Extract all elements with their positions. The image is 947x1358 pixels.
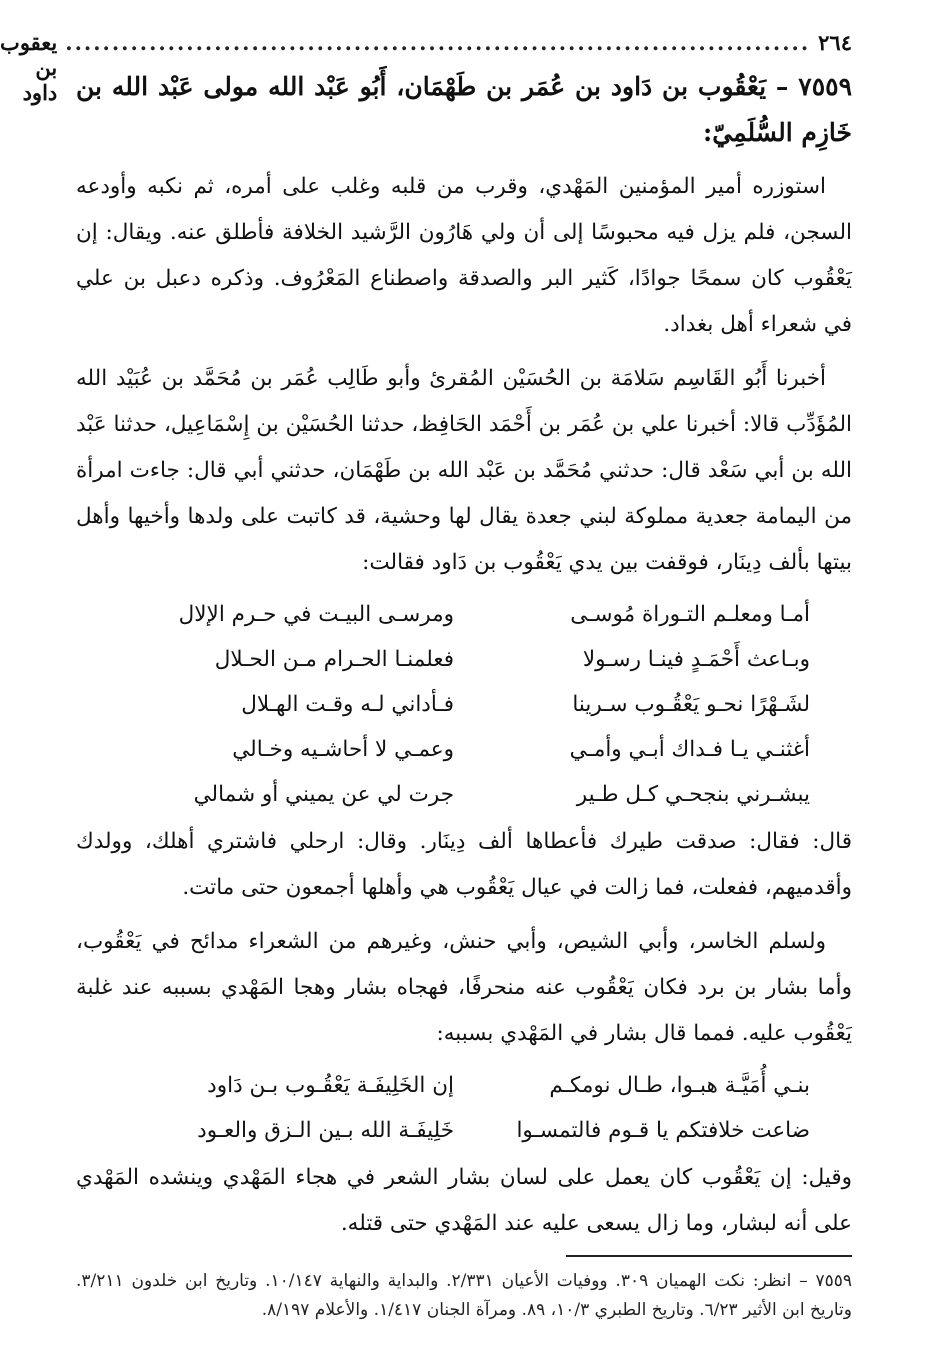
- poem-line: [76, 1108, 852, 1153]
- poem-second-hemistich: ومرسـى البيـت في حـرم الإلال: [178, 602, 454, 627]
- poem-second-hemistich: فـأداني لـه وقـت الهـلال: [241, 692, 454, 717]
- closing-paragraph: وقيل: إن يَعْقُوب كان يعمل على لسان بشار الشعر في هجاء المَهْدي وينشده المَهْدي على أنه لبشار، وما زال يسعى عليه عند المَهْدي حتى قتله.: [76, 1165, 852, 1236]
- running-title: يعقوب بن داود: [0, 30, 58, 105]
- poem-first-hemistich: يبشـرني بنجحـي كـل طـير: [576, 782, 810, 807]
- poem-first-hemistich: لشَـهْرًا نحـو يَعْقُـوب سـرينا: [572, 692, 810, 717]
- page-number: ٢٦٤: [818, 30, 852, 55]
- poem-first-hemistich: أغثنـي يـا فـداك أبـي وأمـي: [569, 737, 810, 762]
- narration-paragraph: أخبرنا أَبُو القَاسِم سَلامَة بن الحُسَيْن المُقرئ وأبو طَالِب عُمَر بن مُحَمَّد بن عُبَيْد الله المُؤَدِّب قالا: أخبرنا علي بن عُمَر بن أَحْمَد الحَافِظ، حدثنا الحُسَيْن بن إِسْمَاعِيل، حدثنا عَبْد الله بن أبي سَعْد قال: حدثني مُحَمَّد بن عَبْد الله بن طَهْمَان، حدثني أبي قال: جاءت امرأة من اليمامة جعدية مملوكة لبني جعدة يقال لها وحشية، قد كاتبت على ولدها وأخيها وأهل بيتها بألف دِينَار، فوقفت بين يدي يَعْقُوب بن دَاود فقالت:: [76, 366, 852, 575]
- poem-second-hemistich: وعمـي لا أحاشـيه وخـالي: [232, 737, 454, 762]
- poem-line: [76, 682, 852, 727]
- poem-first-hemistich: وبـاعث أَحْمَـدٍ فينـا رسـولا: [582, 647, 810, 672]
- poem-second-hemistich: خَلِيفَـة الله بـين الـزق والعـود: [197, 1118, 454, 1143]
- running-header: [0, 30, 852, 105]
- poem-line: [76, 592, 852, 637]
- poem-line: [76, 727, 852, 772]
- poem-second-hemistich: إن الخَلِيفَـة يَعْقُـوب بـن دَاود: [207, 1073, 454, 1098]
- poets-paragraph: ولسلم الخاسر، وأبي الشيص، وأبي حنش، وغيرهم من الشعراء مدائح في يَعْقُوب، وأما بشار بن برد فكان يَعْقُوب عنه منحرفًا، فهجاه بشار وهجا المَهْدي بسببه عند غلبة يَعْقُوب عليه. فمما قال بشار في المَهْدي بسببه:: [76, 929, 852, 1046]
- poem-bashshar: [76, 1063, 852, 1153]
- biography-paragraph: استوزره أمير المؤمنين المَهْدي، وقرب من قلبه وغلب على أمره، ثم نكبه وأودعه السجن، فلم يزل فيه محبوسًا إلى أن ولي هَارُون الرَّشيد الخلافة فأطلق عنه. ويقال: إن يَعْقُوب كان سمحًا جوادًا، كَثير البر والصدقة واصطناع المَعْرُوف. وذكره دعبل بن علي في شعراء أهل بغداد.: [76, 174, 852, 337]
- poem-line: [76, 772, 852, 817]
- footnote-divider: [566, 1255, 852, 1257]
- poem-line: [76, 637, 852, 682]
- leader-dots: ................................................................................: [65, 30, 811, 55]
- poem-line: [76, 1063, 852, 1108]
- poem-wahshiya: [76, 592, 852, 817]
- footnote: ٧٥٥٩ – انظر: نكت الهميان ٣٠٩. ووفيات الأعيان ٢/٣٣١. والبداية والنهاية ١٠/١٤٧. وتاريخ ابن خلدون ٣/٢١١. وتاريخ ابن الأثير ٦/٢٣. وتاريخ الطبري ١٠/٣، ٨٩. ومرآة الجنان ١/٤١٧. والأعلام ٨/١٩٧.: [76, 1271, 852, 1320]
- poem-first-hemistich: بنـي أُمَيَّـة هبـوا، طـال نومكـم: [549, 1073, 810, 1098]
- poem-second-hemistich: فعلمنـا الحـرام مـن الحـلال: [214, 647, 454, 672]
- after-poem-paragraph: قال: فقال: صدقت طيرك فأعطاها ألف دِينَار. وقال: ارحلي فاشتري أهلك، وولدك وأقدميهم، ففعلت، فما زالت في عيال يَعْقُوب هي وأهلها أجمعون حتى ماتت.: [76, 829, 852, 900]
- poem-second-hemistich: جرت لي عن يميني أو شمالي: [193, 782, 454, 807]
- poem-first-hemistich: أمـا ومعلـم التـوراة مُوسـى: [570, 602, 810, 627]
- book-page: [0, 30, 852, 1325]
- entry-title: ٧٥٥٩ – يَعْقُوب بن دَاود بن عُمَر بن طَهْمَان، أَبُو عَبْد الله مولى عَبْد الله بن خَازِم السُّلَمِيّ:: [76, 72, 852, 147]
- poem-first-hemistich: ضاعت خلافتكم يا قـوم فالتمسـوا: [516, 1118, 810, 1143]
